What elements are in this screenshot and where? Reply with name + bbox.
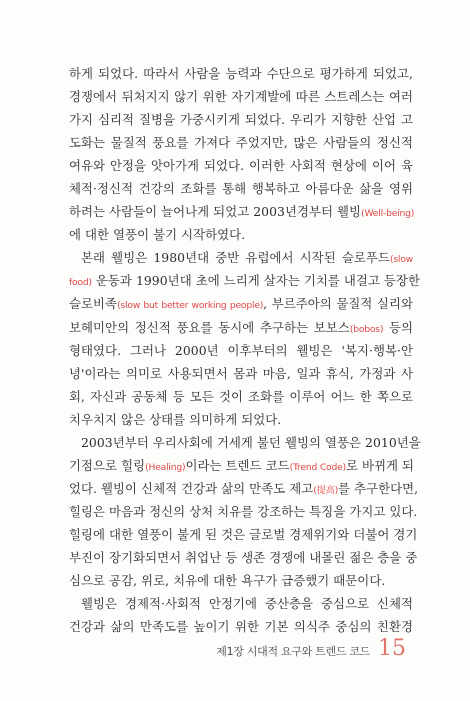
text-line (69, 108, 413, 131)
text-line (69, 477, 419, 500)
text-segment: 하게 되었다. 따라서 사람을 능력과 수단으로 평가하게 되었고, (69, 66, 413, 81)
text-segment: 건강과 삶의 만족도를 높이기 위한 기본 의식주 중심의 친환경 (69, 619, 413, 635)
text-segment: 체적·정신적 건강의 조화를 통해 행복하고 아름다운 삶을 영위 (69, 181, 413, 197)
chapter-title: 제1장 시대적 요구와 트렌드 코드 (216, 645, 370, 658)
text-segment: 웰빙은 경제적·사회적 안정기에 중산층을 중심으로 신체적 (81, 596, 413, 612)
text-segment: 등의 (383, 319, 413, 335)
english-annotation: (slow but better working people) (117, 300, 264, 312)
text-segment: 형태였다. 그러나 2000년 이후부터의 웰빙은 '복지·행복·안 (69, 342, 413, 358)
page-number: 15 (378, 636, 406, 661)
text-segment: 기점으로 힐링 (69, 457, 146, 473)
text-line (69, 177, 413, 200)
text-segment: , 부르주아의 물질적 실리와 (263, 296, 413, 312)
text-line (69, 500, 418, 523)
text-line (69, 385, 413, 408)
text-line (69, 523, 418, 546)
text-line (69, 546, 418, 569)
text-segment: 힐링은 마음과 정신의 상처 치유를 강조하는 특징을 가지고 있다. (69, 503, 418, 519)
text-line (69, 362, 413, 385)
text-segment: 운동과 1990년대 초에 느리게 살자는 기치를 내걸고 등장한 (91, 273, 420, 289)
text-line (69, 62, 413, 85)
text-segment: 이라는 트렌드 코드 (185, 457, 290, 473)
text-segment: 경쟁에서 뒤처지지 않기 위한 자기계발에 따른 스트레스는 여러 (69, 89, 413, 105)
text-line (69, 269, 420, 292)
text-segment: 녕'이라는 의미로 사용되면서 몸과 마음, 일과 휴식, 가정과 사 (69, 365, 413, 381)
text-segment: 본래 웰빙은 1980년대 중반 유럽에서 시작된 슬로푸드 (81, 250, 390, 266)
text-segment: 치우치지 않은 상태를 의미하게 되었다. (69, 411, 282, 427)
text-line (69, 131, 413, 154)
text-segment: 여유와 안정을 앗아가게 되었다. 이러한 사회적 현상에 이어 육 (69, 158, 413, 174)
text-segment: 심으로 공감, 위로, 치유에 대한 욕구가 급증했기 때문이다. (69, 573, 386, 589)
text-segment: 가지 심리적 질병을 가중시키게 되었다. 우리가 지향한 산업 고 (69, 112, 413, 128)
text-line (69, 246, 413, 269)
text-line (69, 154, 413, 177)
english-annotation: food) (69, 277, 92, 289)
english-annotation: (Trend Code) (289, 461, 346, 473)
english-annotation: (提高) (313, 484, 339, 496)
text-segment: 힐링에 대한 열풍이 불게 된 것은 글로벌 경제위기와 더불어 경기 (69, 526, 418, 542)
text-segment: 로 바뀌게 되 (345, 457, 415, 473)
text-line (69, 569, 413, 592)
text-line (69, 292, 413, 315)
body-text (69, 62, 421, 638)
text-line (69, 454, 413, 477)
text-segment: 회, 자신과 공동체 등 모든 것이 조화를 이루어 어느 한 쪽으로 (69, 388, 413, 404)
text-segment: 슬로비족 (69, 296, 118, 312)
text-segment: 부진이 장기화되면서 취업난 등 생존 경쟁에 내몰린 젊은 층을 중 (69, 549, 418, 565)
text-line (69, 339, 413, 362)
text-segment: 2003년부터 우리사회에 거세게 불던 웰빙의 열풍은 2010년을 (81, 434, 421, 450)
text-segment: 었다. 웰빙이 신체적 건강과 삶의 만족도 제고 (69, 480, 314, 496)
text-line (69, 592, 413, 615)
text-line (69, 431, 421, 454)
text-line (69, 85, 413, 108)
text-segment: 하려는 사람들이 늘어나게 되었고 2003년경부터 웰빙 (69, 204, 362, 220)
english-annotation: (slow (389, 254, 413, 266)
text-line (69, 200, 413, 223)
page-footer (216, 636, 406, 661)
english-annotation: (Healing) (145, 461, 186, 473)
text-segment: 에 대한 열풍이 불기 시작하였다. (69, 227, 246, 243)
text-segment: 를 추구한다면, (338, 480, 419, 496)
text-line (69, 316, 413, 339)
text-line (69, 223, 413, 246)
text-line (69, 408, 413, 431)
text-segment: 보헤미안의 정신적 풍요를 동시에 추구하는 보보스 (69, 319, 350, 335)
text-line (69, 615, 413, 638)
english-annotation: (Well-being) (361, 208, 415, 220)
english-annotation: (bobos) (349, 323, 384, 335)
text-segment: 도화는 물질적 풍요를 가져다 주었지만, 많은 사람들의 정신적 (69, 135, 413, 151)
